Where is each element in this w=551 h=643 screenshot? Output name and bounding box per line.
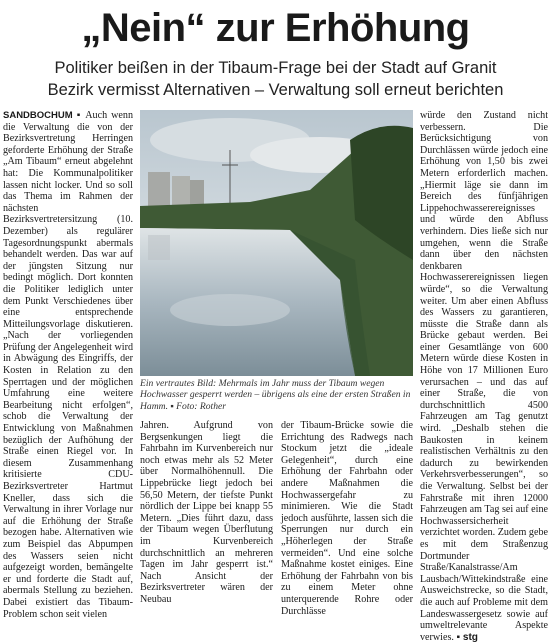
article-column-4	[420, 110, 548, 643]
column-4-text: würde den Zustand nicht verbessern. Die Berücksichtigung von Durchlässen würde jedoch eine Erhöhung von 1,50 bis zwei Metern erforderlich machen. „Hiermit läge sie dann im Bereich des fünfjährigen Lippehochwasserereignisses und würde den Abfluss verhindern. Dies ließe sich nur umgehen, wenn die Straße dann über den nächsten denkbaren Hochwasserereignissen liegen würde“, so die Verwaltung weiter. Um aber einen Abfluss des Wassers zu garantieren, müsste die Straße dann als Brücke gebaut werden. Bei einer Gesamtlänge von 600 Metern würde diese Kosten in Höhe von 17 Millionen Euro verursachen – und das auf einer Straße, die von durchschnittlich 4500 Fahrzeugen am Tag genutzt wird. „Deshalb stehen die Baukosten in keinem realistischen Verhältnis zu den dadurch zu bewirkenden Verkehrsverbesserungen“, so die Verwaltung. Selbst bei der Fahrstraße mit ihren 12000 Fahrzeugen am Tag sei auf eine Hochwassersicherheit verzichtet worden. Zudem gebe es mit dem Straßenzug Dortmunder Straße/Kanalstrasse/Am Lausbach/Wittekindstraße eine Ausweichstrecke, so die Stadt, die auch auf Probleme mit dem Landeswassergesetz sowie auf umweltrelevante Aspekte verwies.	[420, 110, 548, 643]
column-1-text: ▪ Auch wenn die Verwaltung die von der Bezirksvertretung Herringen geforderte Erhöhung der Straße „Am Tibaum“ erneut abgelehnt hat: Die Kommunalpolitiker lassen nicht locker. Und so soll das Thema im Rahmen der nächsten Bezirksvertretersitzung (10. Dezember) als regulärer Tagesordnungspunkt abermals behandelt werden. Das war auf der jüngsten Sitzung nur bedingt möglich. Dort konnten die Politiker lediglich unter dem Punkt Verschiedenes über eine entsprechende Mitteilungsvorlage diskutieren. „Nach der vorliegenden Prüfung der Angelegenheit wird in Abwägung des Eingriffs, der Kosten in Relation zu den Sperrtagen und der möglichen Umfahrung eine weitere Bearbeitung nicht erfolgen“, schob die Verwaltung der Entwicklung von Maßnahmen bezüglich der Aufhöhung der Straße einen Riegel vor. In diesem Zusammenhang kritisierte CDU-Bezirksvertreter Hartmut Kneller, dass sich die Verwaltung in ihrer Vorlage nur auf die Erhöhung der Straße bezogen habe. Alternativen wie zum Beispiel das Abpumpen des Wassers seien nicht aufgezeigt worden, bemängelte er und forderte die Stadt auf, abermals Stellung zu beziehen. Dabei existiert das Tibaum-Problem schon seit vielen	[3, 110, 133, 620]
column-2-text: Jahren. Aufgrund von Bergsenkungen liegt die Fahrbahn im Kurvenbereich nur noch etwas mehr als 52 Meter über Normalhöhennull. Die Lippebrücke liegt jedoch bei 56,50 Metern, der tiefste Punkt nördlich der Lippe bei knapp 55 Metern. „Dies führt dazu, dass der Tibaum wegen Überflutung im Kurvenbereich durchschnittlich an mehreren Tagen im Jahr gesperrt ist.“ Nach Ansicht der Bezirksvertreter wären der Neubau	[140, 420, 273, 605]
subheadline-2: Bezirk vermisst Alternativen – Verwaltung soll erneut berichten	[47, 81, 504, 99]
headline: „Nein“ zur Erhöhung	[81, 6, 470, 50]
news-photo	[140, 110, 413, 376]
article-column-2	[140, 420, 273, 606]
photo-caption: Ein vertrautes Bild: Mehrmals im Jahr muss der Tibaum wegen Hochwasser gesperrt werden – übrigens als eine der ersten Straßen in Hamm. ▪ Foto: Rother	[140, 378, 411, 412]
column-3-text: der Tibaum-Brücke sowie die Errichtung des Radwegs nach Stockum jetzt die „ideale Gelegenheit“, durch eine Erhöhung der Fahrbahn oder andere Maßnahmen die Hochwassergefahr zu minimieren. Wie die Stadt jedoch ausführte, lassen sich die Sperrungen nur durch ein „Höherlegen der Straße vermeiden“. Und eine solche Maßnahme kostet einiges. Eine Erhöhung der Fahrbahn von bis zu einem Meter ohne unterquerende Rohre oder Durchlässe	[281, 420, 413, 617]
article-column-3	[281, 420, 413, 617]
author-signature: ▪ stg	[456, 631, 478, 643]
article-column-1	[3, 110, 133, 620]
subheadline-1: Politiker beißen in der Tibaum-Frage bei der Stadt auf Granit	[54, 59, 497, 77]
river-landscape-photo	[140, 110, 413, 376]
dateline: SANDBOCHUM	[3, 110, 73, 121]
